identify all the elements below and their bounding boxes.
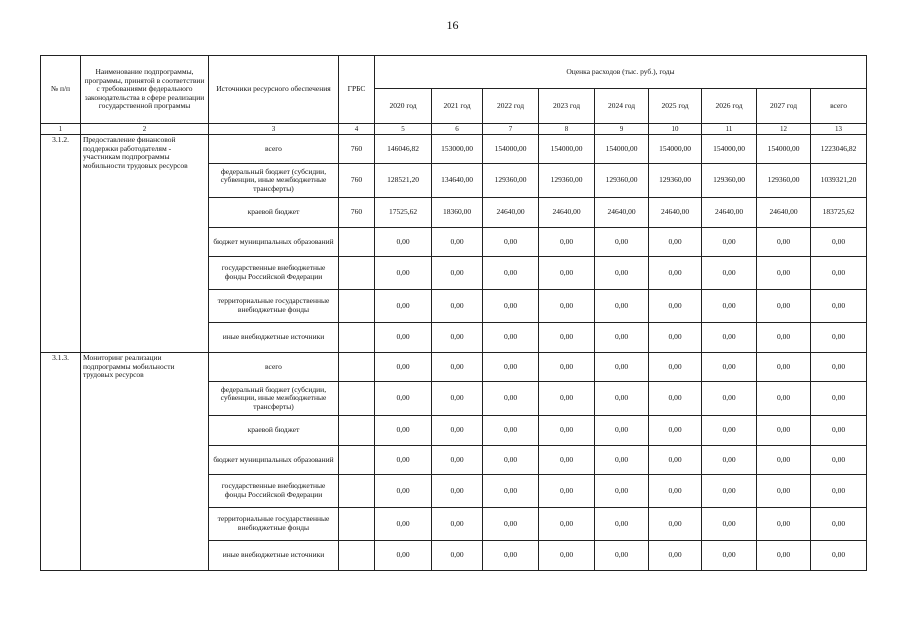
column-number: 11	[702, 124, 757, 135]
year-value: 24640,00	[702, 198, 757, 228]
grbs-code	[339, 446, 375, 475]
year-value: 134640,00	[432, 164, 483, 198]
section-name: Мониторинг реализации подпрограммы мобильности трудовых ресурсов	[81, 353, 209, 571]
year-value: 0,00	[757, 541, 811, 571]
grbs-code	[339, 475, 375, 508]
total-value: 0,00	[811, 475, 867, 508]
column-number: 13	[811, 124, 867, 135]
funding-source: иные внебюджетные источники	[209, 323, 339, 353]
grbs-code	[339, 257, 375, 290]
year-value: 24640,00	[757, 198, 811, 228]
year-value: 0,00	[595, 541, 649, 571]
year-value: 0,00	[483, 228, 539, 257]
section-number: 3.1.3.	[41, 353, 81, 571]
year-value: 0,00	[649, 323, 702, 353]
page-number: 16	[446, 18, 459, 32]
funding-source: территориальные государственные внебюджетные фонды	[209, 508, 339, 541]
grbs-code	[339, 508, 375, 541]
year-value: 0,00	[649, 416, 702, 446]
year-value: 0,00	[702, 541, 757, 571]
year-value: 129360,00	[702, 164, 757, 198]
year-value: 0,00	[375, 353, 432, 382]
year-value: 0,00	[595, 446, 649, 475]
year-value: 0,00	[432, 541, 483, 571]
year-value: 0,00	[649, 382, 702, 416]
year-value: 0,00	[432, 323, 483, 353]
year-value: 0,00	[432, 446, 483, 475]
year-value: 0,00	[595, 353, 649, 382]
grbs-code	[339, 290, 375, 323]
year-value: 129360,00	[539, 164, 595, 198]
funding-source: всего	[209, 135, 339, 164]
column-number: 6	[432, 124, 483, 135]
total-value: 1039321,20	[811, 164, 867, 198]
year-value: 0,00	[757, 446, 811, 475]
column-number: 4	[339, 124, 375, 135]
year-header: 2023 год	[539, 89, 595, 124]
year-value: 0,00	[432, 228, 483, 257]
column-number: 2	[81, 124, 209, 135]
header-number: № п/п	[41, 56, 81, 124]
year-value: 0,00	[595, 416, 649, 446]
year-value: 0,00	[649, 290, 702, 323]
grbs-code	[339, 228, 375, 257]
year-value: 0,00	[539, 290, 595, 323]
year-value: 0,00	[375, 228, 432, 257]
year-value: 0,00	[483, 541, 539, 571]
year-value: 0,00	[649, 446, 702, 475]
year-value: 24640,00	[539, 198, 595, 228]
year-value: 0,00	[375, 416, 432, 446]
year-value: 153000,00	[432, 135, 483, 164]
year-value: 0,00	[432, 382, 483, 416]
year-value: 0,00	[702, 257, 757, 290]
funding-source: краевой бюджет	[209, 198, 339, 228]
year-value: 0,00	[539, 353, 595, 382]
year-value: 0,00	[483, 290, 539, 323]
year-value: 154000,00	[702, 135, 757, 164]
column-number: 7	[483, 124, 539, 135]
total-value: 0,00	[811, 541, 867, 571]
year-value: 154000,00	[483, 135, 539, 164]
year-value: 0,00	[432, 290, 483, 323]
year-value: 17525,62	[375, 198, 432, 228]
grbs-code	[339, 382, 375, 416]
year-value: 0,00	[375, 290, 432, 323]
year-value: 0,00	[595, 323, 649, 353]
total-value: 0,00	[811, 290, 867, 323]
funding-source: бюджет муниципальных образований	[209, 228, 339, 257]
year-value: 0,00	[432, 257, 483, 290]
year-header: 2021 год	[432, 89, 483, 124]
year-value: 0,00	[757, 353, 811, 382]
year-value: 0,00	[595, 228, 649, 257]
year-value: 18360,00	[432, 198, 483, 228]
funding-source: краевой бюджет	[209, 416, 339, 446]
year-value: 0,00	[757, 290, 811, 323]
column-number-row	[41, 124, 867, 135]
year-value: 146046,82	[375, 135, 432, 164]
year-header: 2026 год	[702, 89, 757, 124]
year-value: 0,00	[595, 475, 649, 508]
year-value: 0,00	[539, 257, 595, 290]
total-value: 0,00	[811, 228, 867, 257]
total-value: 0,00	[811, 446, 867, 475]
header-grbs: ГРБС	[339, 56, 375, 124]
year-value: 154000,00	[539, 135, 595, 164]
year-value: 129360,00	[595, 164, 649, 198]
year-value: 0,00	[539, 416, 595, 446]
year-value: 0,00	[702, 323, 757, 353]
year-value: 0,00	[375, 382, 432, 416]
year-value: 0,00	[375, 257, 432, 290]
funding-source: иные внебюджетные источники	[209, 541, 339, 571]
year-value: 0,00	[375, 323, 432, 353]
year-value: 0,00	[757, 228, 811, 257]
year-value: 0,00	[539, 541, 595, 571]
header-name: Наименование подпрограммы, программы, принятой в соответствии с требованиями федерального законодательства в сфере реализации государственной программы	[81, 56, 209, 124]
year-value: 0,00	[375, 475, 432, 508]
year-value: 24640,00	[649, 198, 702, 228]
column-number: 1	[41, 124, 81, 135]
year-value: 0,00	[649, 541, 702, 571]
year-header: 2022 год	[483, 89, 539, 124]
table-row	[41, 353, 867, 382]
year-value: 0,00	[595, 290, 649, 323]
year-header: 2020 год	[375, 89, 432, 124]
year-value: 0,00	[432, 416, 483, 446]
section-name: Предоставление финансовой поддержки работодателям - участникам подпрограммы мобильности трудовых ресурсов	[81, 135, 209, 353]
year-value: 0,00	[702, 353, 757, 382]
funding-source: всего	[209, 353, 339, 382]
year-value: 0,00	[539, 508, 595, 541]
column-number: 5	[375, 124, 432, 135]
year-value: 0,00	[702, 475, 757, 508]
section-number: 3.1.2.	[41, 135, 81, 353]
grbs-code	[339, 416, 375, 446]
total-value: 0,00	[811, 382, 867, 416]
year-value: 0,00	[702, 290, 757, 323]
year-value: 0,00	[375, 508, 432, 541]
year-value: 0,00	[649, 475, 702, 508]
year-value: 0,00	[483, 382, 539, 416]
year-value: 0,00	[432, 353, 483, 382]
year-value: 154000,00	[595, 135, 649, 164]
year-value: 0,00	[595, 508, 649, 541]
grbs-code: 760	[339, 135, 375, 164]
grbs-code	[339, 323, 375, 353]
header-row	[41, 56, 867, 89]
year-value: 128521,20	[375, 164, 432, 198]
year-value: 0,00	[702, 446, 757, 475]
year-value: 0,00	[649, 508, 702, 541]
year-value: 0,00	[375, 541, 432, 571]
total-value: 183725,62	[811, 198, 867, 228]
year-value: 0,00	[702, 382, 757, 416]
year-value: 129360,00	[649, 164, 702, 198]
total-value: 0,00	[811, 416, 867, 446]
year-header-total: всего	[811, 89, 867, 124]
year-value: 0,00	[432, 508, 483, 541]
funding-source: государственные внебюджетные фонды Российской Федерации	[209, 475, 339, 508]
grbs-code	[339, 353, 375, 382]
year-header: 2025 год	[649, 89, 702, 124]
budget-table	[40, 55, 867, 571]
year-value: 0,00	[539, 475, 595, 508]
year-value: 0,00	[649, 228, 702, 257]
grbs-code	[339, 541, 375, 571]
funding-source: территориальные государственные внебюджетные фонды	[209, 290, 339, 323]
year-value: 129360,00	[483, 164, 539, 198]
year-value: 0,00	[483, 416, 539, 446]
grbs-code: 760	[339, 198, 375, 228]
year-value: 0,00	[595, 257, 649, 290]
year-value: 0,00	[483, 353, 539, 382]
year-value: 0,00	[483, 257, 539, 290]
year-value: 0,00	[539, 446, 595, 475]
total-value: 1223046,82	[811, 135, 867, 164]
year-value: 0,00	[539, 323, 595, 353]
header-source: Источники ресурсного обеспечения	[209, 56, 339, 124]
year-value: 0,00	[375, 446, 432, 475]
column-number: 3	[209, 124, 339, 135]
year-header: 2027 год	[757, 89, 811, 124]
year-value: 0,00	[432, 475, 483, 508]
funding-source: бюджет муниципальных образований	[209, 446, 339, 475]
year-value: 0,00	[649, 353, 702, 382]
year-value: 0,00	[595, 382, 649, 416]
total-value: 0,00	[811, 257, 867, 290]
year-value: 0,00	[539, 228, 595, 257]
year-value: 0,00	[757, 475, 811, 508]
year-value: 0,00	[539, 382, 595, 416]
year-value: 0,00	[483, 446, 539, 475]
year-value: 0,00	[757, 382, 811, 416]
column-number: 12	[757, 124, 811, 135]
year-value: 24640,00	[483, 198, 539, 228]
total-value: 0,00	[811, 508, 867, 541]
year-value: 24640,00	[595, 198, 649, 228]
table-body	[41, 56, 867, 571]
year-value: 0,00	[702, 228, 757, 257]
year-value: 0,00	[757, 323, 811, 353]
funding-source: государственные внебюджетные фонды Российской Федерации	[209, 257, 339, 290]
column-number: 9	[595, 124, 649, 135]
year-value: 0,00	[702, 508, 757, 541]
year-value: 0,00	[483, 508, 539, 541]
year-value: 0,00	[757, 508, 811, 541]
grbs-code: 760	[339, 164, 375, 198]
year-value: 0,00	[757, 257, 811, 290]
table-row	[41, 135, 867, 164]
funding-source: федеральный бюджет (субсидии, субвенции, иные межбюджетные трансферты)	[209, 164, 339, 198]
year-header: 2024 год	[595, 89, 649, 124]
total-value: 0,00	[811, 323, 867, 353]
column-number: 10	[649, 124, 702, 135]
funding-source: федеральный бюджет (субсидии, субвенции, иные межбюджетные трансферты)	[209, 382, 339, 416]
year-value: 154000,00	[757, 135, 811, 164]
column-number: 8	[539, 124, 595, 135]
year-value: 154000,00	[649, 135, 702, 164]
year-value: 0,00	[483, 475, 539, 508]
year-value: 0,00	[702, 416, 757, 446]
year-value: 0,00	[483, 323, 539, 353]
year-value: 0,00	[649, 257, 702, 290]
total-value: 0,00	[811, 353, 867, 382]
header-estimate: Оценка расходов (тыс. руб.), годы	[375, 56, 867, 89]
year-value: 0,00	[757, 416, 811, 446]
year-value: 129360,00	[757, 164, 811, 198]
